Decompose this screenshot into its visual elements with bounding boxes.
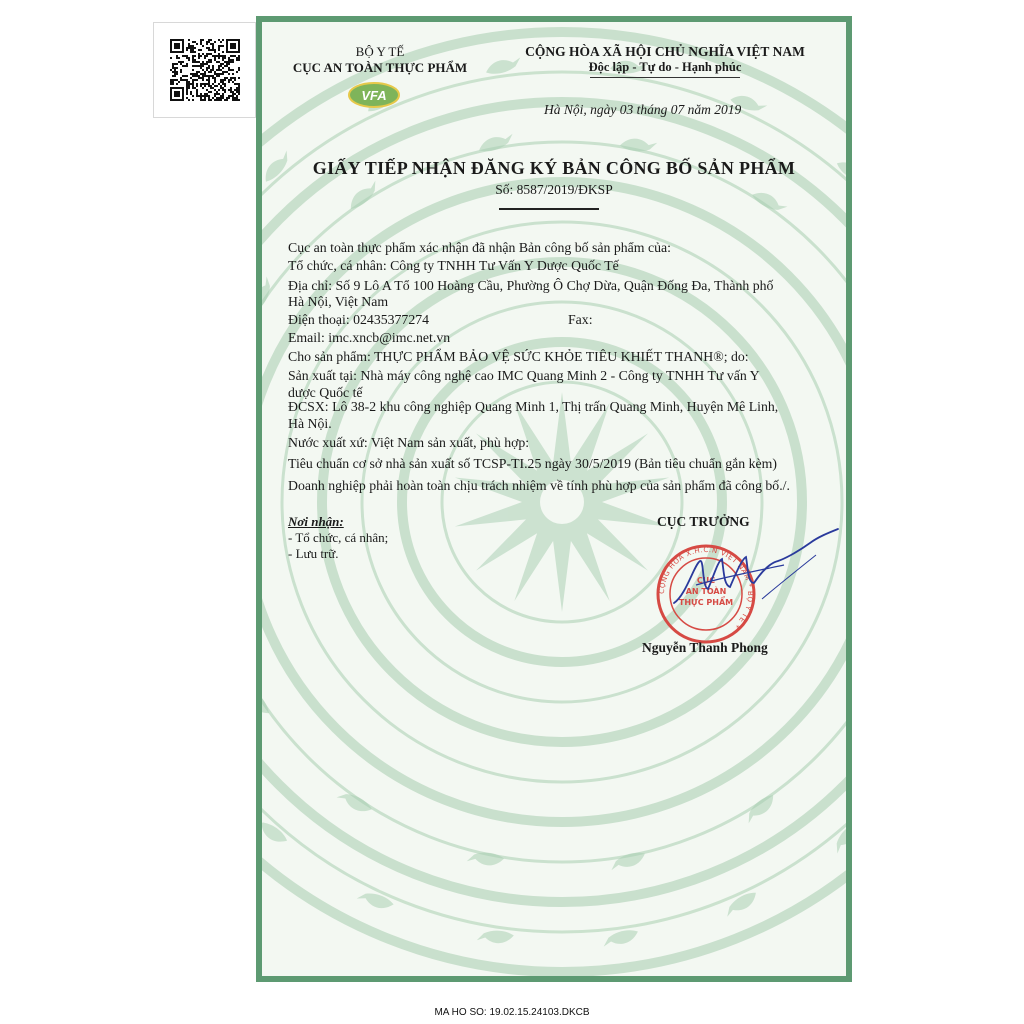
body-intro: Cục an toàn thực phẩm xác nhận đã nhận Bản công bố sản phẩm của: [288,240,671,255]
country-name: CỘNG HÒA XÃ HỘI CHỦ NGHĨA VIỆT NAM [525,44,805,59]
stamp-center-line-2: AN TOÀN [685,587,727,596]
document-title: GIẤY TIẾP NHẬN ĐĂNG KÝ BẢN CÔNG BỐ SẢN PHẨM [312,158,796,178]
body-origin: Nước xuất xứ: Việt Nam sản xuất, phù hợp: [288,435,530,450]
dossier-code: MA HO SO: 19.02.15.24103.DKCB [434,1007,590,1018]
title-divider [499,208,599,210]
stamp-center-line-3: THỰC PHẨM [678,598,734,607]
body-product: Cho sản phẩm: THỰC PHẨM BẢO VỆ SỨC KHỎE TIÊU KHIẾT THANH®; do: [288,349,749,364]
department-name: CỤC AN TOÀN THỰC PHẨM [292,60,468,75]
body-phone: Điện thoại: 02435377274 [288,312,430,327]
body-standard: Tiêu chuẩn cơ sở nhà sản xuất số TCSP-TI.25 ngày 30/5/2019 (Bản tiêu chuẩn gắn kèm) [288,456,777,471]
body-email: Email: imc.xncb@imc.net.vn [288,330,451,345]
body-address-line-1: Địa chỉ: Số 9 Lô A Tổ 100 Hoàng Cầu, Phường Ô Chợ Dừa, Quận Đống Đa, Thành phố [288,278,774,293]
signer-name: Nguyễn Thanh Phong [642,640,768,655]
body-producer-line-2: dược Quốc tế [288,385,363,400]
body-producer-line-1: Sản xuất tại: Nhà máy công nghệ cao IMC Quang Minh 2 - Công ty TNHH Tư vấn Y [288,368,760,383]
document-number: Số: 8587/2019/ĐKSP [495,182,613,197]
qr-code-icon [170,39,240,101]
stamp-center-line-1: CỤC [696,576,716,585]
recipient-item: - Lưu trữ. [288,546,339,561]
motto-underline [590,77,740,78]
certificate-document [256,16,852,982]
vfa-logo-text: VFA [361,88,387,103]
body-factory-line-2: Hà Nội. [288,416,332,431]
recipient-item: - Tổ chức, cá nhân; [288,530,389,545]
body-responsibility: Doanh nghiệp phải hoàn toàn chịu trách nhiệm về tính phù hợp của sản phẩm đã công bố./. [288,478,790,493]
signer-title: CỤC TRƯỞNG [657,514,750,529]
recipients-block [288,514,388,562]
certificate-paper [262,22,846,976]
recipients-heading: Nơi nhận: [288,514,344,529]
stamp-ring-text: CỘNG HÒA X.H.C.N VIỆT NAM * BỘ Y TẾ * [657,545,755,631]
handwritten-signature [666,525,846,615]
ministry-name: BỘ Y TẾ [355,44,405,59]
body-factory-line-1: ĐCSX: Lô 38-2 khu công nghiệp Quang Minh 1, Thị trấn Quang Minh, Huyện Mê Linh, [288,399,779,414]
vfa-logo [346,80,402,110]
body-address-line-2: Hà Nội, Việt Nam [288,294,389,309]
body-organization: Tổ chức, cá nhân: Công ty TNHH Tư Vấn Y Dược Quốc Tế [288,258,619,273]
issuer-header [280,44,480,76]
issue-date: Hà Nội, ngày 03 tháng 07 năm 2019 [544,102,742,117]
national-motto: Độc lập - Tự do - Hạnh phúc [588,60,742,74]
national-header [490,44,840,78]
body-fax: Fax: [568,312,593,327]
qr-code [153,22,256,118]
